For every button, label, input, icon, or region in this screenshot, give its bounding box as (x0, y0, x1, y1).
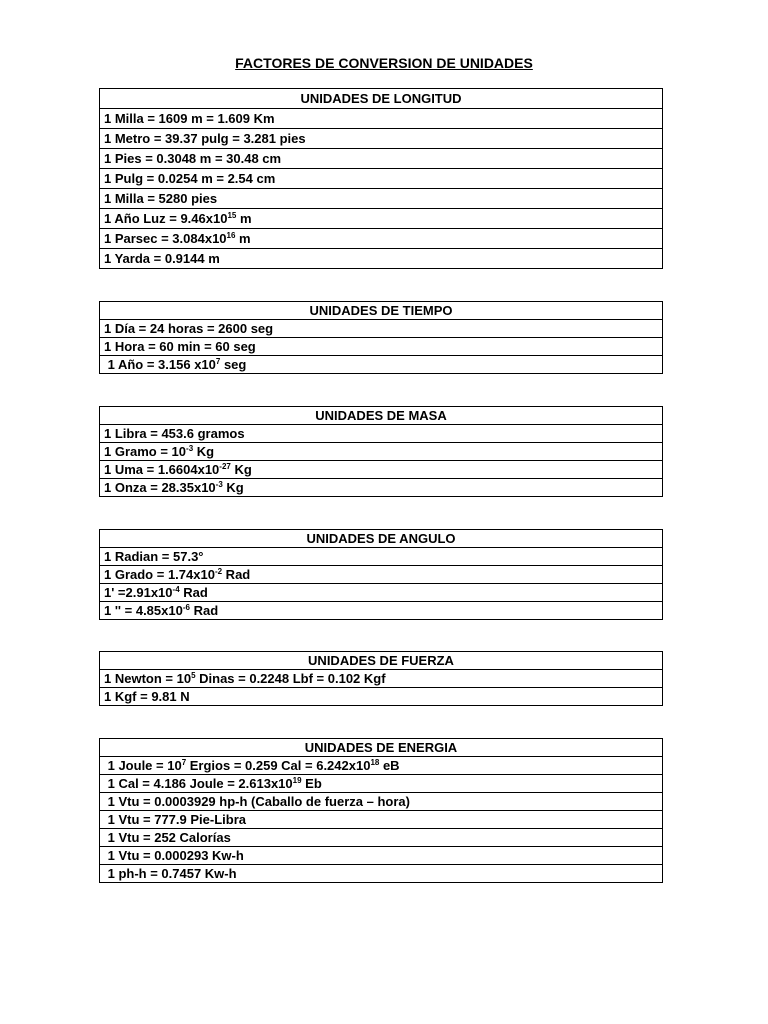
conversion-text: 1 Milla = 5280 pies (104, 190, 218, 206)
table-row (100, 847, 663, 865)
table-row (100, 169, 663, 189)
exponent: -3 (186, 443, 194, 453)
conversion-text: 1 Año = 3.156 x10 (104, 356, 216, 372)
conversion-cell (100, 356, 663, 374)
exponent: -2 (214, 566, 223, 576)
table-row (100, 209, 663, 229)
conversion-text: m (236, 210, 252, 226)
conversion-text: seg (220, 356, 247, 372)
table-row (100, 129, 663, 149)
conversion-cell (100, 249, 663, 269)
table-header: UNIDADES DE FUERZA (100, 652, 663, 670)
conversion-text: 1 Vtu = 777.9 Pie-Libra (104, 811, 246, 827)
exponent: 18 (370, 757, 380, 767)
conversion-text: 1 Vtu = 0.000293 Kw-h (104, 847, 244, 863)
exponent: -4 (172, 584, 180, 594)
conversion-cell (100, 320, 663, 338)
conversion-text: 1 Vtu = 252 Calorías (104, 829, 231, 845)
exponent: 19 (292, 775, 302, 785)
conversion-cell (100, 149, 663, 169)
conversion-text: 1 Parsec = 3.084x10 (104, 230, 227, 246)
conversion-text: 1 Onza = 28.35x10 (104, 479, 216, 495)
conversion-cell (100, 338, 663, 356)
conversion-text: Kg (222, 479, 244, 495)
conversion-text: 1 Hora = 60 min = 60 seg (104, 338, 256, 354)
conversion-cell (100, 847, 663, 865)
table-header: UNIDADES DE LONGITUD (100, 89, 663, 109)
exponent: 5 (191, 670, 196, 680)
table-header: UNIDADES DE ANGULO (100, 530, 663, 548)
conversion-text: Rad (179, 584, 208, 600)
conversion-cell (100, 169, 663, 189)
conversion-cell (100, 425, 663, 443)
conversion-text: 1 ph-h = 0.7457 Kw-h (104, 865, 237, 881)
conversion-text: Kg (230, 461, 252, 477)
conversion-text: 1 Pulg = 0.0254 m = 2.54 cm (104, 170, 276, 186)
conversion-text: 1 Yarda = 0.9144 m (104, 250, 220, 266)
conversion-cell (100, 775, 663, 793)
conversion-text: 1 Día = 24 horas = 2600 seg (104, 320, 274, 336)
conversion-cell (100, 670, 663, 688)
table-row (100, 566, 663, 584)
table-row (100, 865, 663, 883)
table-fuerza (99, 651, 663, 706)
conversion-cell (100, 602, 663, 620)
table-header: UNIDADES DE MASA (100, 407, 663, 425)
conversion-text: 1' =2.91x10 (104, 584, 173, 600)
table-row (100, 338, 663, 356)
conversion-cell (100, 688, 663, 706)
conversion-cell (100, 443, 663, 461)
conversion-text: m (235, 230, 251, 246)
conversion-text: 1 Joule = 10 (104, 757, 182, 773)
table-row (100, 356, 663, 374)
table-row (100, 811, 663, 829)
table-row (100, 443, 663, 461)
table-angulo (99, 529, 663, 620)
table-row (100, 793, 663, 811)
conversion-text: 1 Milla = 1609 m = 1.609 Km (104, 110, 275, 126)
conversion-text: 1 Gramo = 10 (104, 443, 187, 459)
conversion-text: 1 Uma = 1.6604x10 (104, 461, 220, 477)
conversion-text: Rad (222, 566, 251, 582)
conversion-cell (100, 461, 663, 479)
exponent: 7 (181, 757, 187, 767)
table-energia (99, 738, 663, 883)
conversion-text: 1 Vtu = 0.0003929 hp-h (Caballo de fuerza – hora) (104, 793, 410, 809)
table-row (100, 320, 663, 338)
table-tiempo (99, 301, 663, 374)
table-row (100, 688, 663, 706)
table-row (100, 548, 663, 566)
page-title: FACTORES DE CONVERSION DE UNIDADES (235, 55, 533, 71)
conversion-text: Rad (189, 602, 219, 618)
table-row (100, 229, 663, 249)
table-row (100, 249, 663, 269)
table-row (100, 425, 663, 443)
table-row (100, 584, 663, 602)
conversion-cell (100, 865, 663, 883)
table-row (100, 775, 663, 793)
table-row (100, 189, 663, 209)
conversion-text: 1 Año Luz = 9.46x10 (104, 210, 228, 226)
table-row (100, 829, 663, 847)
conversion-text: Dinas = 0.2248 Lbf = 0.102 Kgf (195, 670, 386, 686)
conversion-text: 1 Metro = 39.37 pulg = 3.281 pies (104, 130, 306, 146)
exponent: 15 (227, 210, 237, 220)
conversion-cell (100, 229, 663, 249)
conversion-cell (100, 189, 663, 209)
table-row (100, 461, 663, 479)
conversion-text: 1 Kgf = 9.81 N (104, 688, 190, 704)
conversion-text: 1 Libra = 453.6 gramos (104, 425, 245, 441)
conversion-cell (100, 479, 663, 497)
exponent: 16 (226, 230, 236, 240)
conversion-text: Ergios = 0.259 Cal = 6.242x10 (186, 757, 371, 773)
conversion-cell (100, 129, 663, 149)
conversion-text: eB (379, 757, 400, 773)
conversion-cell (100, 109, 663, 129)
conversion-cell (100, 584, 663, 602)
conversion-text: Kg (193, 443, 215, 459)
exponent: -6 (182, 602, 190, 612)
conversion-cell (100, 757, 663, 775)
conversion-text: 1 Radian = 57.3° (104, 548, 204, 564)
exponent: -27 (219, 461, 231, 471)
conversion-cell (100, 793, 663, 811)
table-longitud (99, 88, 663, 269)
conversion-text: 1 '' = 4.85x10 (104, 602, 183, 618)
table-masa (99, 406, 663, 497)
table-row (100, 757, 663, 775)
conversion-cell (100, 548, 663, 566)
conversion-cell (100, 829, 663, 847)
table-header: UNIDADES DE ENERGIA (100, 739, 663, 757)
table-row (100, 602, 663, 620)
conversion-text: Eb (301, 775, 322, 791)
exponent: -3 (215, 479, 223, 489)
conversion-text: 1 Grado = 1.74x10 (104, 566, 215, 582)
conversion-cell (100, 566, 663, 584)
conversion-cell (100, 209, 663, 229)
table-row (100, 479, 663, 497)
table-row (100, 149, 663, 169)
table-row (100, 670, 663, 688)
exponent: 7 (215, 356, 221, 366)
conversion-text: 1 Newton = 10 (104, 670, 192, 686)
table-row (100, 109, 663, 129)
conversion-text: 1 Pies = 0.3048 m = 30.48 cm (104, 150, 282, 166)
conversion-text: 1 Cal = 4.186 Joule = 2.613x10 (104, 775, 293, 791)
table-header: UNIDADES DE TIEMPO (100, 302, 663, 320)
conversion-cell (100, 811, 663, 829)
